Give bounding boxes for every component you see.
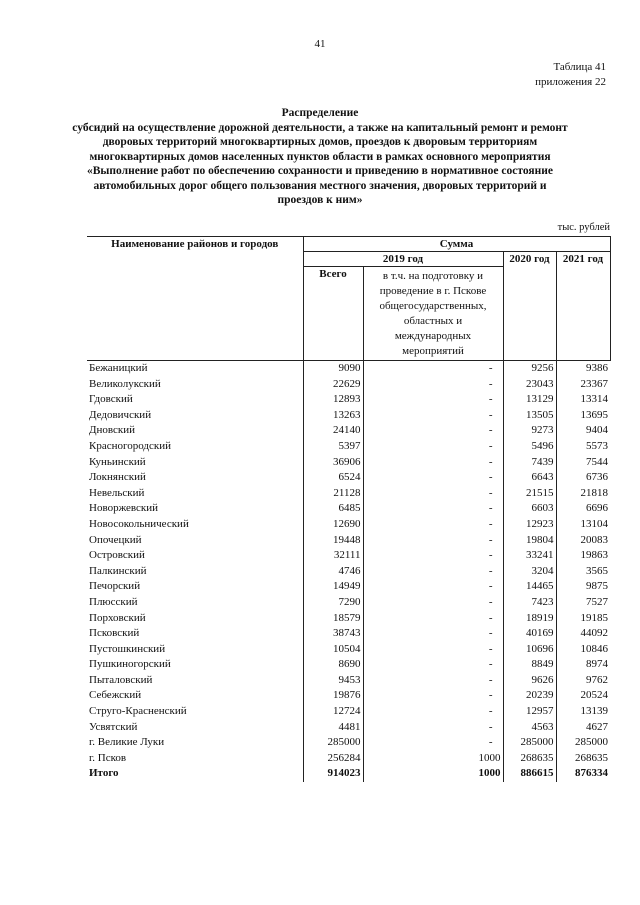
table-row	[87, 470, 610, 486]
table-row	[87, 626, 610, 642]
cell-2020: 6603	[503, 501, 556, 517]
cell-total: 38743	[303, 626, 363, 642]
cell-name: Порховский	[89, 611, 146, 624]
cell-incl: -	[363, 564, 503, 580]
cell-2021: 9875	[556, 579, 610, 595]
table-row	[87, 517, 610, 533]
cell-2021: 44092	[556, 626, 610, 642]
cell-incl: -	[363, 626, 503, 642]
cell-2020: 12923	[503, 517, 556, 533]
cell-name: Пушкиногорский	[89, 658, 171, 671]
cell-name: Струго-Красненский	[89, 705, 187, 718]
table-row	[87, 611, 610, 627]
table-row	[87, 392, 610, 408]
cell-total: 36906	[303, 455, 363, 471]
cell-2020: 7423	[503, 595, 556, 611]
cell-2020: 13129	[503, 392, 556, 408]
table-row	[87, 688, 610, 704]
cell-name: Локнянский	[89, 471, 146, 484]
table-row	[87, 501, 610, 517]
cell-incl: -	[363, 423, 503, 439]
cell-incl: -	[363, 408, 503, 424]
unit-label: тыс. рублей	[557, 222, 610, 233]
cell-2020: 12957	[503, 704, 556, 720]
cell-total: 10504	[303, 642, 363, 658]
table-row	[87, 642, 610, 658]
cell-total: 22629	[303, 377, 363, 393]
cell-2020: 21515	[503, 486, 556, 502]
cell-2021: 10846	[556, 642, 610, 658]
cell-2021: 285000	[556, 735, 610, 751]
cell-incl: -	[363, 688, 503, 704]
cell-2021: 13695	[556, 408, 610, 424]
cell-incl: -	[363, 377, 503, 393]
table-row	[87, 735, 610, 751]
cell-name: Красногородский	[89, 439, 172, 452]
cell-total: 9453	[303, 673, 363, 689]
cell-incl: 1000	[363, 751, 503, 767]
cell-total: 21128	[303, 486, 363, 502]
cell-2020: 268635	[503, 751, 556, 767]
cell-total: 4481	[303, 720, 363, 736]
cell-name: Плюсский	[89, 595, 138, 608]
cell-incl: -	[363, 501, 503, 517]
cell-total: 6524	[303, 470, 363, 486]
cell-name: Бежаницкий	[89, 362, 148, 374]
title-body: субсидий на осуществление дорожной деятельности, а также на капитальный ремонт и ремонт дворовых территорий многоквартирных домов, проездов к дворовым территориям многоквартирных домов населенных пунктов области в рамках основного мероприятия «Выполнение работ по обеспечению сохранности и приведению в нормативное состояние автомобильных дорог общего пользования местного значения, дворовых территорий и проездов к ним»	[72, 121, 568, 206]
cell-name: Опочецкий	[89, 533, 142, 546]
cell-2021: 8974	[556, 657, 610, 673]
header-2021: 2021 год	[556, 252, 610, 361]
subsidy-table	[87, 236, 610, 782]
header-2019: 2019 год	[303, 252, 503, 267]
table-row	[87, 720, 610, 736]
cell-total: 18579	[303, 611, 363, 627]
cell-2020: 19804	[503, 533, 556, 549]
table-row	[87, 579, 610, 595]
cell-name: Великолукский	[89, 377, 161, 390]
cell-name: Усвятский	[89, 720, 138, 733]
table-row	[87, 595, 610, 611]
cell-2021: 13139	[556, 704, 610, 720]
cell-name: г. Псков	[89, 751, 127, 764]
cell-total: 6485	[303, 501, 363, 517]
cell-total: 13263	[303, 408, 363, 424]
cell-incl: -	[363, 595, 503, 611]
document-title	[70, 106, 570, 208]
cell-total: 9090	[303, 361, 363, 377]
cell-2021: 3565	[556, 564, 610, 580]
cell-total: 285000	[303, 735, 363, 751]
cell-2021: 9762	[556, 673, 610, 689]
cell-2021: 6696	[556, 501, 610, 517]
cell-2021: 876334	[556, 766, 610, 782]
table-row	[87, 564, 610, 580]
table-row	[87, 455, 610, 471]
cell-name: Новоржевский	[89, 502, 159, 515]
cell-name: Итого	[89, 767, 119, 780]
table-row	[87, 533, 610, 549]
cell-name: Дновский	[89, 424, 136, 437]
cell-2020: 9626	[503, 673, 556, 689]
cell-2020: 5496	[503, 439, 556, 455]
cell-2021: 9386	[556, 361, 610, 377]
cell-2020: 9273	[503, 423, 556, 439]
cell-2020: 4563	[503, 720, 556, 736]
cell-2021: 13104	[556, 517, 610, 533]
cell-incl: -	[363, 704, 503, 720]
cell-total: 12690	[303, 517, 363, 533]
cell-2021: 20524	[556, 688, 610, 704]
cell-2020: 9256	[503, 361, 556, 377]
table-reference	[535, 60, 606, 90]
cell-2021: 5573	[556, 439, 610, 455]
cell-2020: 20239	[503, 688, 556, 704]
table-row	[87, 408, 610, 424]
header-name: Наименование районов и городов	[87, 237, 303, 361]
cell-2021: 20083	[556, 533, 610, 549]
total-row	[87, 766, 610, 782]
cell-2021: 19185	[556, 611, 610, 627]
table-row	[87, 673, 610, 689]
table-ref-line2: приложения 22	[535, 76, 606, 88]
cell-2021: 268635	[556, 751, 610, 767]
cell-incl: -	[363, 439, 503, 455]
table-row	[87, 423, 610, 439]
cell-2021: 7527	[556, 595, 610, 611]
cell-2020: 18919	[503, 611, 556, 627]
cell-name: Островский	[89, 549, 145, 562]
cell-total: 14949	[303, 579, 363, 595]
cell-incl: -	[363, 642, 503, 658]
cell-name: Пустошкинский	[89, 642, 166, 655]
cell-2021: 13314	[556, 392, 610, 408]
cell-name: Куньинский	[89, 455, 146, 468]
cell-incl: 1000	[363, 766, 503, 782]
cell-2021: 23367	[556, 377, 610, 393]
cell-incl: -	[363, 720, 503, 736]
cell-incl: -	[363, 455, 503, 471]
cell-2021: 7544	[556, 455, 610, 471]
table-ref-line1: Таблица 41	[553, 61, 606, 73]
cell-2020: 8849	[503, 657, 556, 673]
cell-incl: -	[363, 392, 503, 408]
table-row	[87, 751, 610, 767]
table-body	[87, 361, 610, 783]
cell-name: Себежский	[89, 689, 142, 702]
cell-total: 19448	[303, 533, 363, 549]
cell-incl: -	[363, 361, 503, 377]
cell-2020: 23043	[503, 377, 556, 393]
cell-name: Псковский	[89, 627, 140, 640]
cell-2020: 886615	[503, 766, 556, 782]
header-total: Всего	[303, 267, 363, 361]
cell-incl: -	[363, 517, 503, 533]
cell-total: 7290	[303, 595, 363, 611]
cell-incl: -	[363, 611, 503, 627]
cell-name: Печорский	[89, 580, 141, 593]
cell-2021: 19863	[556, 548, 610, 564]
cell-incl: -	[363, 486, 503, 502]
cell-2020: 40169	[503, 626, 556, 642]
cell-name: г. Великие Луки	[89, 736, 165, 749]
cell-total: 8690	[303, 657, 363, 673]
cell-total: 5397	[303, 439, 363, 455]
cell-total: 12893	[303, 392, 363, 408]
cell-total: 4746	[303, 564, 363, 580]
cell-incl: -	[363, 657, 503, 673]
cell-name: Палкинский	[89, 564, 147, 577]
cell-incl: -	[363, 470, 503, 486]
cell-2021: 9404	[556, 423, 610, 439]
cell-2020: 7439	[503, 455, 556, 471]
cell-name: Гдовский	[89, 393, 133, 406]
cell-2020: 33241	[503, 548, 556, 564]
header-2020: 2020 год	[503, 252, 556, 361]
cell-2020: 3204	[503, 564, 556, 580]
cell-name: Невельский	[89, 486, 145, 499]
cell-2021: 21818	[556, 486, 610, 502]
table-row	[87, 377, 610, 393]
cell-total: 32111	[303, 548, 363, 564]
cell-2020: 6643	[503, 470, 556, 486]
cell-2020: 13505	[503, 408, 556, 424]
header-sum: Сумма	[303, 237, 610, 252]
table-row	[87, 486, 610, 502]
table-row	[87, 657, 610, 673]
cell-total: 914023	[303, 766, 363, 782]
cell-2021: 4627	[556, 720, 610, 736]
cell-2020: 10696	[503, 642, 556, 658]
table-row	[87, 548, 610, 564]
cell-total: 12724	[303, 704, 363, 720]
table-row	[87, 704, 610, 720]
cell-total: 24140	[303, 423, 363, 439]
cell-total: 19876	[303, 688, 363, 704]
table-row	[87, 361, 610, 377]
cell-total: 256284	[303, 751, 363, 767]
cell-name: Дедовичский	[89, 408, 152, 421]
title-heading: Распределение	[281, 107, 359, 119]
cell-incl: -	[363, 579, 503, 595]
cell-2020: 14465	[503, 579, 556, 595]
cell-incl: -	[363, 533, 503, 549]
cell-incl: -	[363, 673, 503, 689]
header-incl: в т.ч. на подготовку и проведение в г. Пскове общегосударственных, областных и международных мероприятий	[363, 267, 503, 361]
cell-name: Пыталовский	[89, 673, 153, 686]
cell-incl: -	[363, 548, 503, 564]
cell-2021: 6736	[556, 470, 610, 486]
cell-name: Новосокольнический	[89, 517, 189, 530]
cell-incl: -	[363, 735, 503, 751]
cell-2020: 285000	[503, 735, 556, 751]
table-row	[87, 439, 610, 455]
page-number: 41	[314, 38, 326, 50]
